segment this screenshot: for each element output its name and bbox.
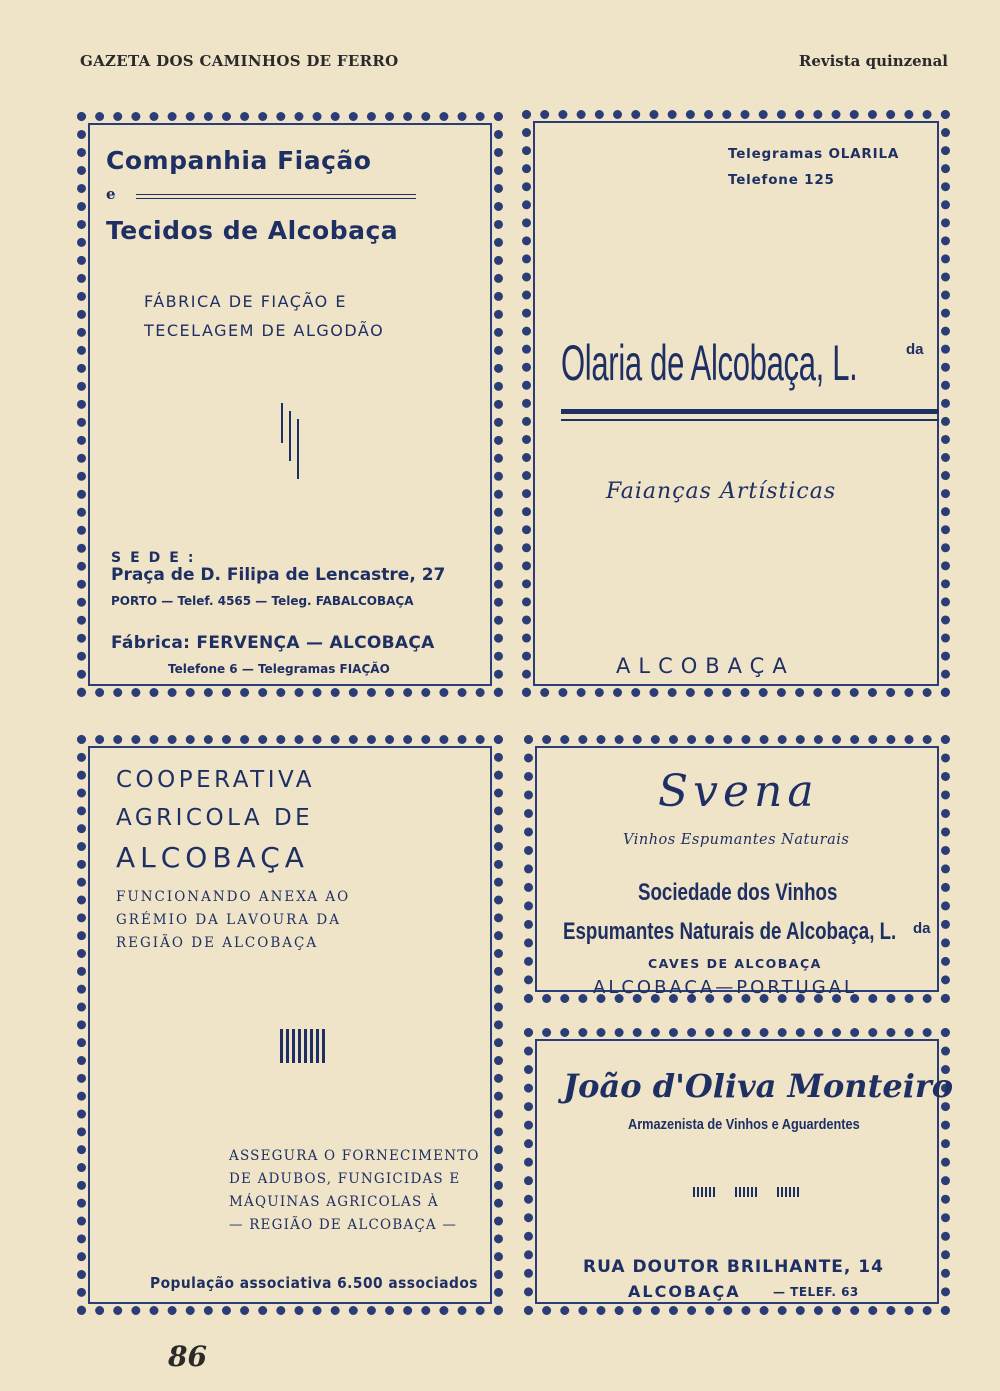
fabrica-contact: Telefone 6 — Telegramas FIAÇÃO (168, 662, 390, 676)
joao-telefone: — TELEF. 63 (773, 1285, 859, 1299)
joao-name: João d'Oliva Monteiro (563, 1067, 954, 1105)
coop-assg1: ASSEGURA O FORNECIMENTO (229, 1148, 480, 1164)
coop-line2: AGRICOLA DE (116, 805, 314, 831)
decorative-bar (297, 419, 299, 479)
svena-brand: Svena (658, 766, 819, 817)
svena-location: ALCOBAÇA—PORTUGAL (593, 977, 857, 998)
running-header-subtitle: Revista quinzenal (798, 52, 948, 70)
coop-line1: COOPERATIVA (116, 767, 315, 793)
ad-companhia-fiacao (77, 112, 503, 697)
coop-assg2: DE ADUBOS, FUNGICIDAS E (229, 1171, 461, 1187)
decorative-bars (693, 1187, 715, 1197)
double-rule (136, 194, 416, 199)
decorative-bars (735, 1187, 757, 1197)
coop-assg4: — REGIÃO DE ALCOBAÇA — (229, 1217, 458, 1233)
ad-title-conjunction: e (106, 185, 116, 203)
decorative-bars (777, 1187, 799, 1197)
olaria-tagline: Faianças Artísticas (606, 479, 837, 504)
joao-street: RUA DOUTOR BRILHANTE, 14 (583, 1257, 884, 1277)
fabrica-address: Fábrica: FERVENÇA — ALCOBAÇA (111, 633, 435, 653)
coop-assg3: MÁQUINAS AGRICOLAS À (229, 1194, 439, 1210)
running-header-title: GAZETA DOS CAMINHOS DE FERRO (80, 52, 399, 70)
sede-label: SEDE: (111, 550, 203, 566)
olaria-city: ALCOBAÇA (616, 654, 795, 678)
decorative-bar (281, 403, 283, 443)
ad-svena-vinhos (524, 735, 950, 1003)
joao-description: Armazenista de Vinhos e Aguardentes (628, 1116, 860, 1133)
olaria-lda-superscript: da (906, 341, 924, 358)
ad-title-line1: Companhia Fiação (106, 146, 372, 175)
svena-soc2: Espumantes Naturais de Alcobaça, L. (563, 918, 897, 945)
svena-tagline: Vinhos Espumantes Naturais (623, 832, 850, 848)
coop-line3: ALCOBAÇA (116, 841, 309, 874)
olaria-name: Olaria de Alcobaça, L. (561, 335, 858, 391)
ad-title-line2: Tecidos de Alcobaça (106, 216, 399, 245)
telefone-line: Telefone 125 (728, 172, 835, 188)
svena-lda-superscript: da (913, 920, 931, 937)
coop-func1: FUNCIONANDO ANEXA AO (116, 889, 351, 905)
page-number: 86 (168, 1340, 207, 1373)
coop-func2: GRÉMIO DA LAVOURA DA (116, 912, 341, 928)
svena-caves: CAVES DE ALCOBAÇA (648, 956, 822, 971)
coop-populacao: População associativa 6.500 associados (150, 1274, 478, 1292)
decorative-bars (280, 1029, 325, 1063)
ad-olaria-alcobaca (522, 110, 950, 697)
svena-soc1: Sociedade dos Vinhos (638, 879, 838, 906)
decorative-bar (289, 411, 291, 461)
coop-func3: REGIÃO DE ALCOBAÇA (116, 935, 319, 951)
sede-address: Praça de D. Filipa de Lencastre, 27 (111, 565, 446, 585)
joao-city: ALCOBAÇA (628, 1282, 741, 1301)
ad-joao-oliva-monteiro (524, 1028, 954, 1315)
ad-subtitle-line1: FÁBRICA DE FIAÇÃO E (144, 292, 347, 311)
underline-thick (561, 409, 939, 414)
ad-cooperativa-agricola (77, 735, 503, 1315)
porto-contact: PORTO — Telef. 4565 — Teleg. FABALCOBAÇA (111, 594, 414, 608)
ad-subtitle-line2: TECELAGEM DE ALGODÃO (144, 321, 385, 340)
underline-thin (561, 419, 939, 421)
telegramas-line: Telegramas OLARILA (728, 146, 900, 162)
